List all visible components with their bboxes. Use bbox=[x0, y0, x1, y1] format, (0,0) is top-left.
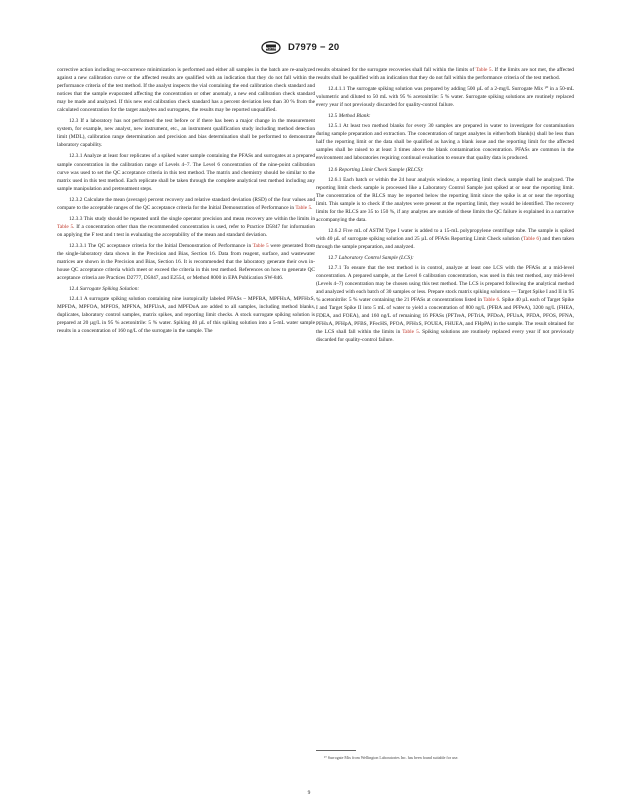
paragraph: 12.6.1 Each batch or within the 24 hour analysis window, a reporting limit check sample shall be analyzed. The reporting limit check sample is processed like a Laboratory Control Sample just spiked at or near the reporting limit. The concentration of the RLCS may be reported below the reporting limit since the spike is at or near the reporting limit. This sample is to check if the analytes were present at the reporting limit, they would be identified. The recovery limits for the RLCS are 35 to 150 %, if any analytes are outside of these limits the QC failure is explained in a narrative accompanying the data. bbox=[316, 176, 574, 223]
paragraph: 12.5.1 At least two method blanks for every 30 samples are prepared in water to investigate for contamination during sample preparation and extraction. The concentration of target analytes in either/both blank(s) shall be less than half the reporting limit or the data shall be qualified as having a blank issue and the reporting limit for the affected samples shall be raised to at least 3 times above the blank contamination concentration. PFASs are common in the environment and laboratories requiring continual evaluation to ensure that quality data is produced. bbox=[316, 123, 574, 162]
footnote-divider bbox=[316, 750, 356, 751]
table-link[interactable]: Table 5 bbox=[295, 204, 312, 211]
section-heading: 12.7 Laboratory Control Sample (LCS): bbox=[328, 254, 414, 261]
paragraph: 12.7.1 To ensure that the test method is in control, analyze at least one LCS with the PFASs at a mid-level concentration. A prepared sample, at the Level 6 calibration concentration, was used in this test method, any mid-level (Levels 4–7) concentration may be chosen using this test method. The LCS is prepared following the analytical method and analyzed with each batch of 30 samples or less. Prepare stock matrix spiking solutions — Target Spike I and II in 95 % acetonitrile: 5 % water containing the 21 PFASs at concentrations listed in Table 6. Spike 40 µL each of Target Spike I and Target Spike II into 5 mL of water to yield a concentration of 800 ng/L (PFBA and PFPeA), 3200 ng/L (FHEA, FDEA, and FOEA), and 160 ng/L of remaining 16 PFASs (PFTreA, PFTriA, PFDoA, PFUnA, PFDA, PFOS, PFNA, PFHxA, PFHpA, PFBS, PFecHS, PFOA, PFHxS, FOUEA, FHUEA, and FHpPA) in the sample. The result obtained for the LCS shall fall within the limits in Table 5. Spiking solutions are routinely replaced every year if not previously discarded for quality-control failure. bbox=[316, 265, 574, 344]
table-link[interactable]: Table 5 bbox=[252, 242, 269, 249]
page-number: 9 bbox=[307, 790, 311, 796]
paragraph: 12.4.1 A surrogate spiking solution containing nine isotopically labeled PFASs – MPFBA, MPFHxA, MPFHxS, MPFDA, MPFOA, MPFOS, MPFNA, MPFUnA, and MPFDoA are added to all samples, including method blanks, duplicates, laboratory control samples, matrix spikes, and reporting limit checks. A stock surrogate spiking solution is prepared at 20 µg/L in 95 % acetonitrile: 5 % water. Spiking 40 µL of this spiking solution into a 5-mL water sample results in a concentration of 160 ng/L of the surrogate in the sample. The bbox=[57, 296, 315, 335]
right-column bbox=[316, 66, 574, 348]
left-column bbox=[57, 66, 315, 338]
standard-designation: D7979 − 20 bbox=[288, 42, 340, 53]
svg-text:ASTM: ASTM bbox=[265, 45, 277, 51]
table-link[interactable]: Table 5 bbox=[57, 223, 74, 230]
table-link[interactable]: Table 6 bbox=[523, 235, 540, 242]
section-heading: 12.4 Surrogate Spiking Solution: bbox=[69, 286, 140, 293]
section-heading: 12.6 Reporting Limit Check Sample (RLCS): bbox=[328, 166, 424, 173]
paragraph: 12.3.3 This study should be repeated until the single operator precision and mean recovery are within the limits in Table 5. If a concentration other than the recommended concentration is used, refer to Practice D5847 for information on applying the F test and t test in evaluating the acceptability of the mean and standard deviation. bbox=[57, 215, 315, 238]
astm-logo-icon bbox=[261, 41, 281, 54]
paragraph: 12.3.1 Analyze at least four replicates of a spiked water sample containing the PFASs and surrogates at a prepared sample concentration in the calibration range of Levels 4–7. The Level 6 concentration of the nine-point calibration curve was used to set the QC acceptance criteria in this test method. The matrix and chemistry should be similar to the matrix used in this test method. Each replicate shall be taken through the complete analytical test method including any sample manipulation and pretreatment steps. bbox=[57, 153, 315, 192]
paragraph: 12.4.1.1 The surrogate spiking solution was prepared by adding 500 µL of a 2-mg/L Surrogate Mix ¹⁰ in a 50-mL volumetric and diluted to 50 mL with 95 % acetonitrile: 5 % water. Surrogate spiking solutions are routinely replaced every year if not previously discarded for quality-control failure. bbox=[316, 86, 574, 109]
paragraph: 12.6.2 Five mL of ASTM Type I water is added to a 15-mL polypropylene centrifuge tube. The sample is spiked with 40 µL of surrogate spiking solution and 25 µL of PFASs Reporting Limit Check solution (Table 6) and then taken through the sample preparation, and analyzed. bbox=[316, 227, 574, 250]
paragraph: corrective action including re-occurrence minimization is performed and either all samples in the batch are re-analyzed against a new calibration curve or the affected results are qualified with an indication that they do not fall within the performance criteria of the test method. If the analyst inspects the vial containing the end calibration check standard and notices that the sample evaporated affecting the concentration or other anomaly, a new end calibration check standard may be made and analyzed. If this new end calibration check standard has a percent deviation less than 30 % from the calculated concentration for the target analytes and surrogates, the results may be reported unqualified. bbox=[57, 67, 315, 114]
table-link[interactable]: Table 5 bbox=[402, 329, 419, 336]
page-header bbox=[0, 40, 618, 56]
paragraph: results obtained for the surrogate recoveries shall fall within the limits of Table 5. If the limits are not met, the affected results shall be qualified with an indication that they do not fall within the performance criteria of the test method. bbox=[316, 67, 574, 82]
paragraph: 12.3.3.1 The QC acceptance criteria for the Initial Demonstration of Performance in Table 5 were generated from the single-laboratory data shown in the Precision and Bias, Section 16. Data from reagent, surface, and wastewater matrices are shown in the Precision and Bias, Section 16. It is recommended that the laboratory generate their own in-house QC acceptance criteria which meet or exceed the criteria in this test method. References on how to generate QC acceptance criteria are Practices D2777, D5847, and E2554, or Method 8000 in EPA Publication SW-846. bbox=[57, 242, 315, 282]
table-link[interactable]: Table 6 bbox=[483, 297, 500, 304]
table-link[interactable]: Table 5 bbox=[475, 67, 492, 73]
section-heading: 12.5 Method Blank: bbox=[328, 113, 371, 120]
paragraph: 12.3 If a laboratory has not performed the test before or if there has been a major change in the measurement system, for example, new analyst, new instrument, etc., an instrument qualification study including method detection limit (MDL), calibration range determination and precision and bias determination shall be performed to demonstrate laboratory capability. bbox=[57, 118, 315, 149]
footnote: ¹⁰ Surrogate Mix from Wellington Laboratories Inc. has been found suitable for use. bbox=[324, 755, 459, 760]
paragraph: 12.3.2 Calculate the mean (average) percent recovery and relative standard deviation (RSD) of the four values and compare to the acceptable ranges of the QC acceptance criteria for the Initial Demonstration of Performance in Table 5. bbox=[57, 196, 315, 211]
